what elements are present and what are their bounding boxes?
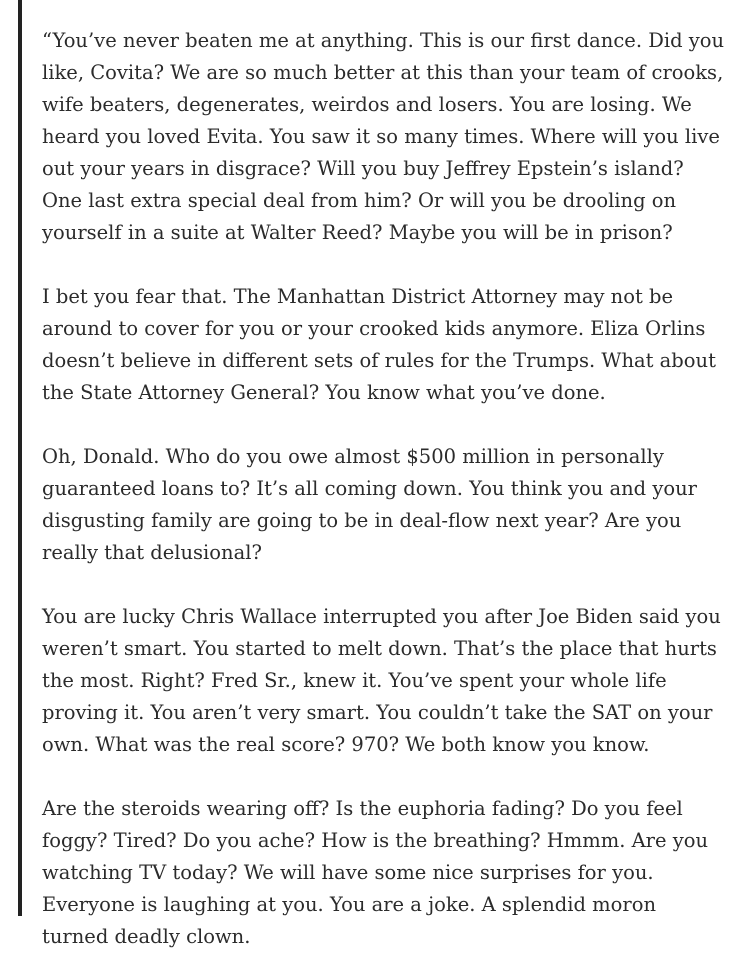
paragraph-2: I bet you fear that. The Manhattan District Attorney may not be around to cover for you or your crooked kids anymore. Eliza Orlins doesn’t believe in different sets of rules for the Trumps. What about the State Attorney General? You know what you’ve done. <box>42 285 716 404</box>
paragraph-1: “You’ve never beaten me at anything. This is our first dance. Did you like, Covita? We are so much better at this than your team of crooks, wife beaters, degenerates, weirdos and losers. You are losing. We heard you loved Evita. You saw it so many times. Where will you live out your years in disgrace? Will you buy Jeffrey Epstein’s island? One last extra special deal from him? Or will you be drooling on yourself in a suite at Walter Reed? Maybe you will be in prison? <box>42 29 725 244</box>
paragraph-3: Oh, Donald. Who do you owe almost $500 million in personally guaranteed loans to? It’s all coming down. You think you and your disgusting family are going to be in deal-flow next year? Are you really that delusional? <box>42 445 698 564</box>
paragraph-5: Are the steroids wearing off? Is the euphoria fading? Do you feel foggy? Tired? Do you ache? How is the breathing? Hmmm. Are you watching TV today? We will have some nice surprises for you. Everyone is laughing at you. You are a joke. A splendid moron turned deadly clown. <box>42 797 709 948</box>
paragraph-4: You are lucky Chris Wallace interrupted you after Joe Biden said you weren’t smart. You started to melt down. That’s the place that hurts the most. Right? Fred Sr., knew it. You’ve spent your whole life proving it. You aren’t very smart. You couldn’t take the SAT on your own. What was the real score? 970? We both know you know. <box>42 605 721 756</box>
blockquote <box>42 25 727 953</box>
blockquote-rule <box>18 0 22 916</box>
